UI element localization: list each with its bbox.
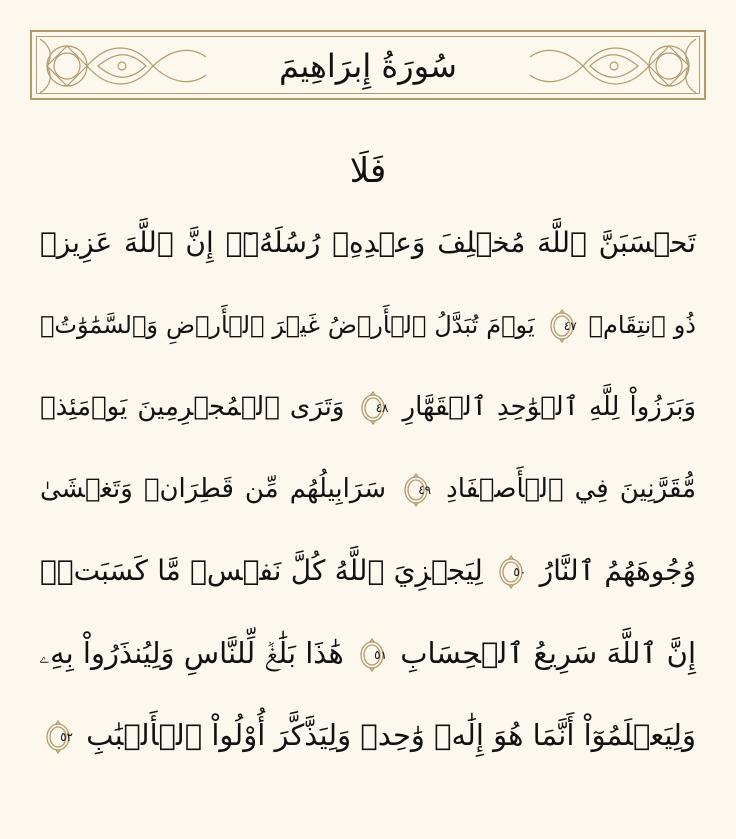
verse-text: سَرَابِيلُهُم مِّن قَطِرَانٖ وَتَغۡشَىٰ bbox=[40, 474, 387, 504]
verse-line bbox=[40, 612, 696, 694]
verse-line bbox=[40, 366, 696, 448]
verse-line bbox=[40, 448, 696, 530]
ayah-number: ٤٨ bbox=[375, 400, 389, 415]
ayah-number-marker bbox=[547, 309, 577, 343]
right-ornament-icon bbox=[528, 37, 698, 95]
verse-text: وَلِيَعۡلَمُوٓاْ أَنَّمَا هُوَ إِلَٰهٞ وَٰحِدٞ وَلِيَذَّكَّرَ أُوْلُواْ ٱلۡأَلۡبَٰبِ bbox=[86, 718, 696, 752]
surah-header-banner bbox=[30, 30, 706, 100]
ayah-number-marker bbox=[43, 720, 73, 754]
ayah-number: ٥٢ bbox=[60, 730, 73, 744]
surah-title: سُورَةُ إِبرَاهِيمَ bbox=[279, 47, 457, 85]
ayah-number: ٤٧ bbox=[563, 319, 577, 333]
verse-line bbox=[40, 530, 696, 612]
ayah-number: ٥٠ bbox=[513, 565, 527, 579]
verse-text: وُجُوهَهُمُ ٱلنَّارُ bbox=[539, 554, 696, 587]
verse-line bbox=[40, 140, 696, 202]
ayah-number-marker bbox=[357, 638, 387, 672]
verse-text: ذُو ٱنتِقَامٖ bbox=[588, 311, 696, 339]
ayah-number-marker bbox=[496, 555, 526, 589]
verse-text: وَبَرَزُواْ لِلَّهِ ٱلۡوَٰحِدِ ٱلۡقَهَّارِ bbox=[402, 392, 696, 422]
ayah-number: ٤٩ bbox=[418, 482, 432, 497]
verse-text: وَتَرَى ٱلۡمُجۡرِمِينَ يَوۡمَئِذٖ bbox=[40, 392, 345, 422]
ayah-number-marker bbox=[358, 391, 388, 425]
ayah-number: ٥١ bbox=[374, 648, 388, 662]
verse-text-block bbox=[40, 140, 696, 776]
left-ornament-icon bbox=[38, 37, 208, 95]
verse-text: فَلَا bbox=[349, 151, 387, 191]
verse-line bbox=[40, 202, 696, 284]
verse-text: لِيَجۡزِيَ ٱللَّهُ كُلَّ نَفۡسٖ مَّا كَسَبَتۡۚ bbox=[40, 554, 483, 587]
verse-line bbox=[40, 284, 696, 366]
verse-text: إِنَّ ٱللَّهَ سَرِيعُ ٱلۡحِسَابِ bbox=[400, 636, 696, 670]
surah-title-box bbox=[268, 41, 468, 91]
verse-text: تَحۡسَبَنَّ ٱللَّهَ مُخۡلِفَ وَعۡدِهِۦ رُسُلَهُۥٓۚ إِنَّ ٱللَّهَ عَزِيزٞ bbox=[40, 226, 696, 259]
verse-text: هَٰذَا بَلَٰغٞ لِّلنَّاسِ وَلِيُنذَرُواْ بِهِۦ bbox=[39, 636, 344, 670]
verse-text: يَوۡمَ تُبَدَّلُ ٱلۡأَرۡضُ غَيۡرَ ٱلۡأَرۡضِ وَٱلسَّمَٰوَٰتُۖ bbox=[40, 311, 535, 339]
verse-line bbox=[40, 694, 696, 776]
ayah-number-marker bbox=[401, 473, 431, 507]
verse-text: مُّقَرَّنِينَ فِي ٱلۡأَصۡفَادِ bbox=[446, 474, 697, 504]
